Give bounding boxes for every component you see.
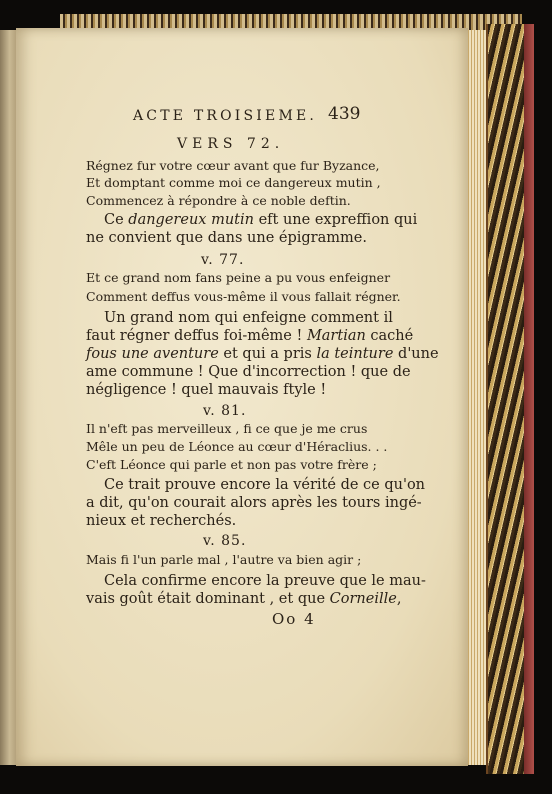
section-heading: v. 77. — [201, 252, 245, 268]
prose-line: faut régner deffus foi-même ! Martian caché — [86, 328, 414, 344]
section-heading: VERS 72. — [177, 136, 285, 152]
prose-line: fous une aventure et qui a pris la teinture d'une — [86, 346, 439, 362]
signature-mark: Oo 4 — [272, 610, 316, 628]
facing-page-edge — [0, 30, 16, 765]
prose-line: a dit, qu'on courait alors après les tours ingé- — [86, 495, 422, 511]
prose-line: Ce dangereux mutin eft une expreffion qui — [104, 212, 418, 228]
prose-line: ame commune ! Que d'incorrection ! que de — [86, 364, 411, 380]
verse-line: Comment deffus vous-même il vous fallait régner. — [86, 289, 401, 304]
prose-line: ne convient que dans une épigramme. — [86, 230, 367, 246]
prose-line: nieux et recherchés. — [86, 513, 237, 529]
running-title: ACTE TROISIEME. — [133, 108, 318, 124]
verse-line: Il n'eft pas merveilleux , fi ce que je me crus — [86, 421, 368, 436]
page-number: 439 — [328, 104, 361, 124]
prose-line: Cela confirme encore la preuve que le mau- — [104, 573, 426, 589]
verse-line: Et domptant comme moi ce dangereux mutin , — [86, 175, 381, 190]
section-heading: v. 81. — [203, 403, 247, 419]
prose-line: Ce trait prouve encore la vérité de ce qu'on — [104, 477, 426, 493]
verse-line: Régnez fur votre cœur avant que fur Byzance, — [86, 158, 380, 173]
prose-line: vais goût était dominant , et que Corneille, — [86, 591, 402, 607]
prose-line: négligence ! quel mauvais ftyle ! — [86, 382, 327, 398]
page-stack-edge — [468, 30, 486, 765]
gilt-binding — [486, 24, 534, 774]
verse-line: Mêle un peu de Léonce au cœur d'Héraclius. . . — [86, 439, 388, 454]
prose-line: Un grand nom qui enfeigne comment il — [104, 310, 393, 326]
verse-line: Commencez à répondre à ce noble deftin. — [86, 193, 351, 208]
verse-line: Et ce grand nom fans peine a pu vous enfeigner — [86, 270, 391, 285]
section-heading: v. 85. — [203, 533, 247, 549]
verse-line: Mais fi l'un parle mal , l'autre va bien agir ; — [86, 552, 362, 567]
verse-line: C'eft Léonce qui parle et non pas votre frère ; — [86, 457, 377, 472]
